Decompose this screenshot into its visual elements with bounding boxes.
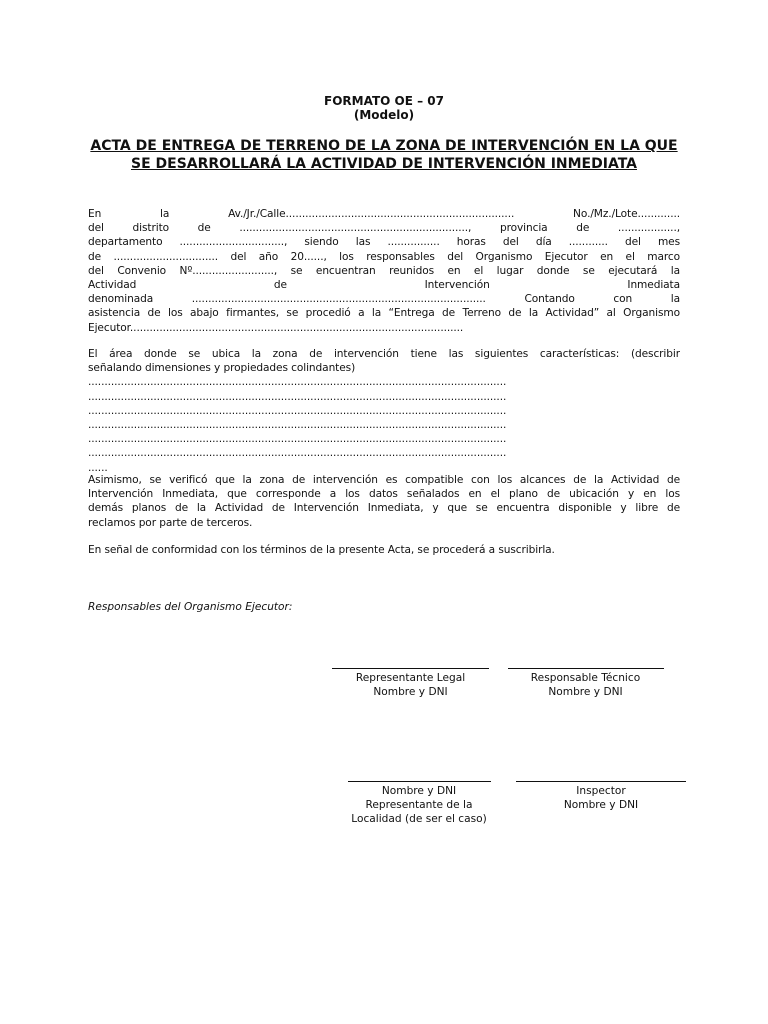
signature-block-inspector [515,781,687,812]
signature-block-locality-representative [336,781,502,826]
paragraph-characteristics [88,347,680,475]
dotted-fill-line: ................................................................................................................................ [88,419,507,432]
text-line: Asimismo, se verificó que la zona de intervención es compatible con los alcances de la Actividad de [88,474,680,486]
title-line-1: ACTA DE ENTREGA DE TERRENO DE LA ZONA DE INTERVENCIÓN EN LA QUE [90,138,678,154]
text-line: Actividad de Intervención Inmediata [88,279,680,292]
signature-line [348,781,491,782]
text-line: departamento ................................, siendo las ................ horas del día ............ del mes [88,236,680,249]
format-subtitle: (Modelo) [353,108,415,122]
text-line: Intervención Inmediata, que corresponde a los datos señalados en el plano de ubicación y en los [88,488,680,501]
signature-name-dni: Nombre y DNI [563,799,639,811]
text-line: señalando dimensiones y propiedades colindantes) [88,362,356,375]
signature-role: Inspector [576,785,626,797]
text-line: En la Av./Jr./Calle...................................................................... No./Mz./Lote............. [88,208,680,220]
title-line-2: SE DESARROLLARÁ LA ACTIVIDAD DE INTERVENCIÓN INMEDIATA [130,156,637,172]
dotted-fill-line: ...... [88,461,108,474]
text-line: de ................................ del año 20......, los responsables del Organismo Ejecutor en el marco [88,250,680,263]
text-line: demás planos de la Actividad de Intervención Inmediata, y que se encuentra disponible y libre de [88,502,680,515]
signature-line [508,668,664,669]
dotted-fill-line: ................................................................................................................................ [88,433,507,446]
format-label: FORMATO OE – 07 [324,94,444,108]
signature-block-technical-responsible [507,668,664,699]
signature-role: Representante de la [365,799,473,811]
responsables-label: Responsables del Organismo Ejecutor: [88,601,293,613]
paragraph-location [88,207,680,335]
text-line: reclamos por parte de terceros. [88,516,253,529]
signature-name-dni: Nombre y DNI [373,686,448,698]
paragraph-verification [88,473,680,530]
dotted-fill-line: ................................................................................................................................ [88,390,507,403]
paragraph-conformity: En señal de conformidad con los términos de la presente Acta, se procederá a suscribirla. [88,544,555,556]
text-line: Ejecutor...................................................................................................... [88,321,464,334]
signature-role: Responsable Técnico [530,672,641,684]
dotted-fill-line: ................................................................................................................................ [88,376,507,389]
signature-name-dni: Nombre y DNI [548,686,623,698]
text-line: asistencia de los abajo firmantes, se procedió a la “Entrega de Terreno de la Actividad” al Organismo [88,307,680,320]
text-line: del distrito de ......................................................................, provincia de .................., [88,222,680,235]
signature-role-note: Localidad (de ser el caso) [351,813,487,825]
signature-block-legal-representative [332,668,489,699]
document-title [88,137,680,173]
signature-line [516,781,686,782]
text-line: denominada .......................................................................................... Contando con la [88,293,680,306]
text-line: del Convenio Nº........................., se encuentran reunidos en el lugar donde se ejecutará la [88,264,680,277]
text-line: El área donde se ubica la zona de intervención tiene las siguientes características: (describir [88,348,680,360]
signature-name-dni: Nombre y DNI [381,785,457,797]
dotted-fill-line: ................................................................................................................................ [88,447,507,460]
signature-role: Representante Legal [355,672,466,684]
signature-line [332,668,489,669]
dotted-fill-line: ................................................................................................................................ [88,404,507,417]
